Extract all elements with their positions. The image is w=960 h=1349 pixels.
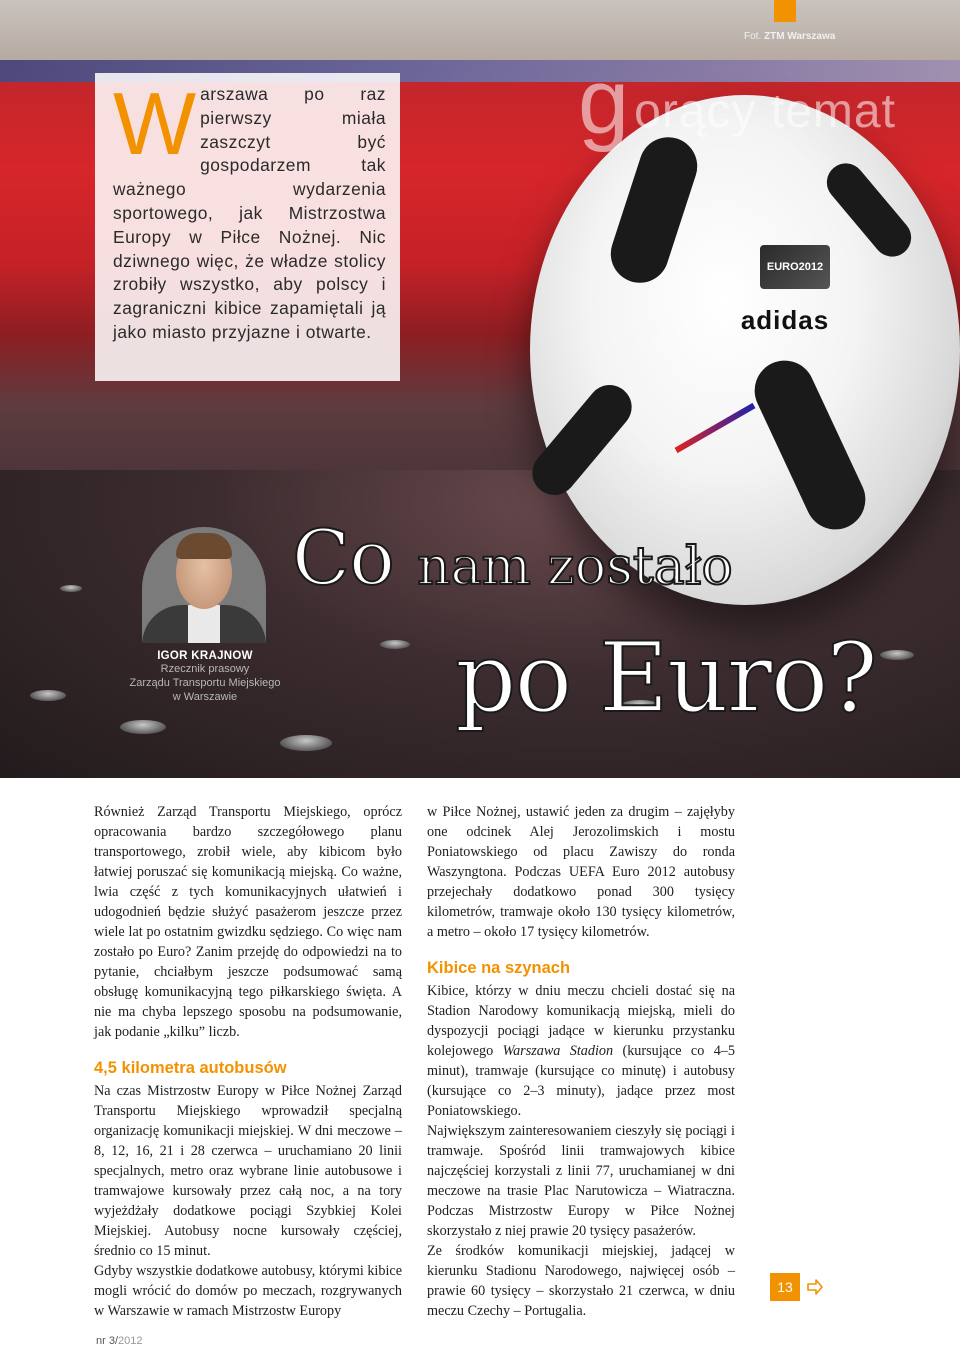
platform-stud — [880, 650, 914, 660]
ball-panel — [819, 156, 919, 265]
right-p2-before: Kibice, którzy w dniu meczu chcieli dostać się na Stadion Narodowy komunikacją miejską, mieli do dyspozycji pociągi jadące w kierunku przystanku kolejowego — [427, 983, 735, 1059]
section-tag — [578, 51, 896, 153]
portrait-shirt — [188, 605, 220, 643]
platform-stud — [120, 720, 166, 734]
lead-box — [95, 73, 400, 381]
right-paragraph-1: w Piłce Nożnej, ustawić jeden za drugim – zajęłyby one odcinek Alej Jerozolimskich i mostu Poniatowskiego od placu Zawiszy do ronda Waszyngtona. Podczas UEFA Euro 2012 autobusy przejechały dodatkowo ponad 300 tysięcy kilometrów, tramwaje około 130 tysięcy kilometrów, a metro – około 17 tysięcy kilometrów. — [427, 804, 735, 940]
headline-line-2: po Euro? — [455, 622, 876, 734]
platform-stud — [30, 690, 66, 701]
platform-stud — [280, 735, 332, 751]
issue-label — [96, 1335, 143, 1347]
article-column-left — [94, 802, 402, 1321]
headline-words: nam zostało — [417, 537, 733, 597]
issue-year: 2012 — [118, 1335, 143, 1347]
right-p2-after: (kursujące co 4–5 minut), tramwaje (kursujące co minutę) i autobusy (kursujące co 2–3 minuty), jadące przez most Poniatowskiego. — [427, 1043, 735, 1119]
subheading-rails: Kibice na szynach — [427, 959, 571, 977]
right-paragraph-4: Ze środków komunikacji miejskiej, jadącej w kierunku Stadionu Narodowego, najwięcej osób – prawie 60 tysięcy – skorzystało 21 czerwca, w dniu meczu Czechy – Portugalia. — [427, 1243, 735, 1319]
adidas-logo: adidas — [740, 305, 830, 335]
ball-panel — [603, 130, 705, 291]
right-paragraph-3: Największym zainteresowaniem cieszyły się pociągi i tramwaje. Spośród linii tramwajowych kibice najczęściej korzystali z linii 77, uruchamianej w dni meczowe na trasie Plac Narutowicza – Wiatraczna. Podczas Mistrzostw Europy w Piłce Nożnej skorzystało z niej prawie 20 tysięcy pasażerów. — [427, 1123, 735, 1239]
right-paragraph-2 — [427, 981, 735, 1121]
author-role-3: w Warszawie — [172, 691, 238, 703]
platform-stud — [380, 640, 410, 649]
platform-stud — [60, 585, 82, 592]
next-page-arrow-icon[interactable] — [807, 1279, 823, 1295]
right-p2-italic: Warszawa Stadion — [502, 1043, 614, 1059]
author-credit — [110, 650, 300, 704]
portrait-hair — [176, 533, 232, 559]
section-tag-initial: g — [578, 51, 631, 153]
subheading-buses: 4,5 kilometra autobusów — [94, 1059, 287, 1077]
euro-badge: EURO2012 — [760, 245, 830, 289]
ball-panel — [523, 376, 640, 504]
left-paragraph-2: Na czas Mistrzostw Europy w Piłce Nożnej Zarząd Transportu Miejskiego wprowadził specjalną organizację komunikacji miejskiej. W dni meczowe – 8, 12, 16, 21 i 28 czerwca – uruchamiano 20 linii specjalnych, metro oraz wybrane linie autobusowe i tramwajowe kursowały przez całą noc, a na tory wyjeżdżały dodatkowe pociągi Szybkiej Kolei Miejskiej. Autobusy nocne kursowały częściej, średnio co 15 minut. — [94, 1083, 402, 1259]
lead-text: arszawa po raz pierwszy miała zaszczyt być gospodarzem tak ważnego wydarzenia sportowego, jak Mistrzostwa Europy w Piłce Nożnej. Nic dziwnego więc, że władze stolicy zrobiły wszystko, aby polscy i zagraniczni kibice zapamiętali ją jako miasto przyjazne i otwarte. — [113, 84, 386, 342]
issue-number: nr 3/ — [96, 1335, 119, 1347]
lead-dropcap: W — [113, 74, 197, 173]
author-portrait — [142, 527, 266, 643]
photo-credit-name: ZTM Warszawa — [764, 31, 836, 42]
author-role-2: Zarządu Transportu Miejskiego — [129, 677, 281, 689]
photo-credit-prefix: Fot. — [744, 31, 762, 42]
headline-word-co: Co — [292, 513, 394, 602]
left-paragraph-3: Gdyby wszystkie dodatkowe autobusy, którymi kibice mogli wrócić do domów po meczach, rozgrywanych w Warszawie w ramach Mistrzostw Europy — [94, 1263, 403, 1319]
orange-corner-tab — [774, 0, 796, 22]
headline-line-1 — [292, 513, 733, 602]
left-paragraph-1: Również Zarząd Transportu Miejskiego, oprócz opracowania bardzo szczegółowego planu transportowego, zrobił wiele, aby kibicom było łatwiej poruszać się komunikacją miejską. Co ważne, lwia część z tych komunikacyjnych ułatwień i udogodnień będzie służyć pasażerom jeszcze przez wiele lat po ostatnim gwizdku sędziego. Co więc nam zostało po Euro? Zanim przejdę do odpowiedzi na to pytanie, chciałbym jeszcze podsumować samą obsługę komunikacyjną tego piłkarskiego święta. A nie ma chyba lepszego sposobu na podsumowanie, jak podanie „kilku” liczb. — [94, 804, 402, 1040]
page-number: 13 — [770, 1273, 800, 1301]
photo-credit — [744, 31, 835, 42]
article-column-right — [427, 802, 735, 1321]
ball-panel — [745, 351, 875, 539]
train-upper-band — [0, 0, 960, 60]
author-name: IGOR KRAJNOW — [157, 650, 253, 662]
ball-swish — [675, 403, 756, 453]
author-role-1: Rzecznik prasowy — [160, 663, 250, 675]
section-tag-rest: orący temat — [634, 85, 896, 138]
